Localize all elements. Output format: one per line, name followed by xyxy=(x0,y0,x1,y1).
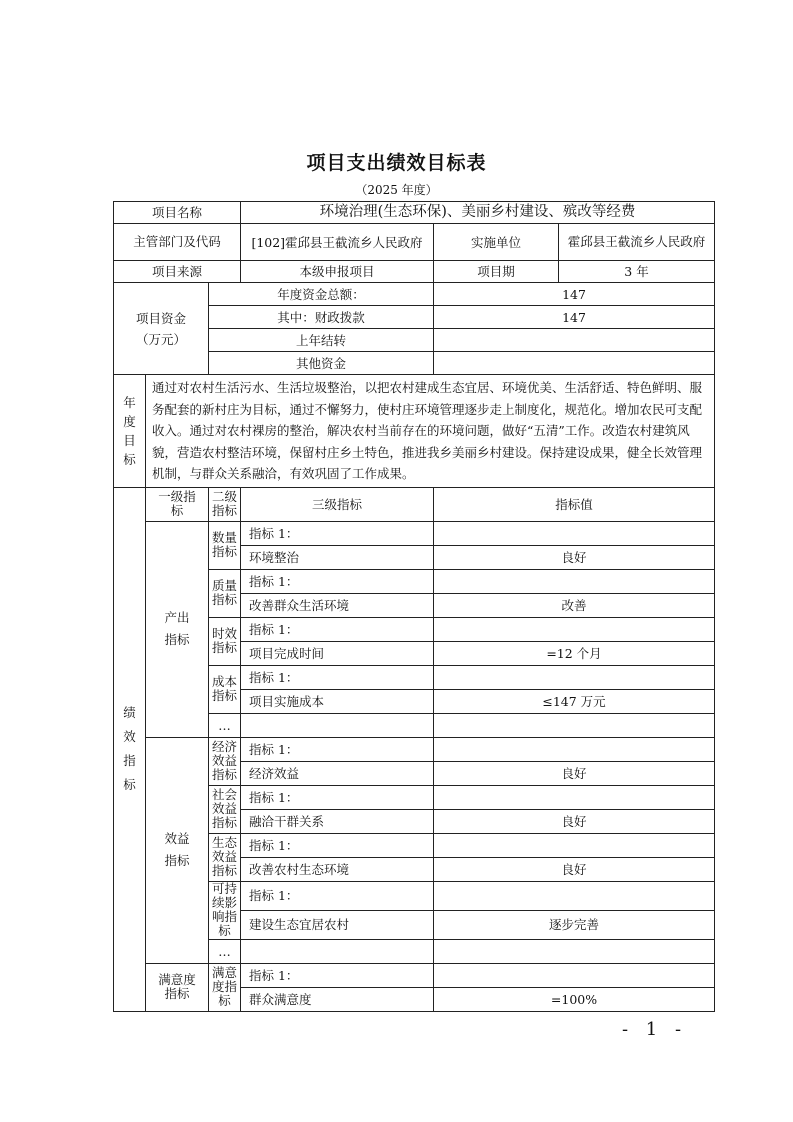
quantity-indicator-item: 环境整治 xyxy=(241,545,434,569)
annual-objective-label: 年度目标 xyxy=(114,375,146,488)
social-indicator-value: 良好 xyxy=(434,809,715,833)
indicator-placeholder: 指标 1： xyxy=(241,785,434,809)
col-level2-header: 二级指标 xyxy=(209,487,241,521)
satisfaction-indicator-value: =100% xyxy=(434,987,715,1011)
benefit-indicators-label: 效益指标 xyxy=(146,737,209,963)
social-indicator-label: 社会效益指标 xyxy=(209,785,241,833)
funds-carryover-value xyxy=(434,329,715,352)
indicator-placeholder: 指标 1： xyxy=(241,881,434,910)
timeliness-indicator-value: =12 个月 xyxy=(434,641,715,665)
year-subtitle: （2025 年度） xyxy=(355,183,438,197)
indicator-placeholder: 指标 1： xyxy=(241,521,434,545)
indicator-placeholder: 指标 1： xyxy=(241,963,434,987)
cost-indicator-item: 项目实施成本 xyxy=(241,689,434,713)
ecological-indicator-item: 改善农村生态环境 xyxy=(241,857,434,881)
output-indicators-label: 产出指标 xyxy=(146,521,209,737)
quantity-indicator-value: 良好 xyxy=(434,545,715,569)
dept-label: 主管部门及代码 xyxy=(114,224,241,261)
project-name-value: 环境治理(生态环保)、美丽乡村建设、殡改等经费 xyxy=(241,202,715,224)
indicator-placeholder: 指标 1： xyxy=(241,737,434,761)
sustainable-indicator-item: 建设生态宜居农村 xyxy=(241,910,434,939)
performance-target-table xyxy=(113,201,715,1012)
cost-indicator-label: 成本指标 xyxy=(209,665,241,713)
sustainable-indicator-label: 可持续影响指标 xyxy=(209,881,241,939)
col-value-header: 指标值 xyxy=(434,487,715,521)
satisfaction-sub-label: 满意度指标 xyxy=(209,963,241,1011)
sustainable-indicator-value: 逐步完善 xyxy=(434,910,715,939)
satisfaction-indicators-label: 满意度指标 xyxy=(146,963,209,1011)
timeliness-indicator-label: 时效指标 xyxy=(209,617,241,665)
funds-fiscal-label: 其中：财政拨款 xyxy=(209,306,434,329)
funds-total-label: 年度资金总额： xyxy=(209,283,434,306)
ecological-indicator-label: 生态效益指标 xyxy=(209,833,241,881)
ellipsis: … xyxy=(209,939,241,963)
economic-indicator-item: 经济效益 xyxy=(241,761,434,785)
timeliness-indicator-item: 项目完成时间 xyxy=(241,641,434,665)
annual-objective-text: 通过对农村生活污水、生活垃圾整治，以把农村建成生态宜居、环境优美、生活舒适、特色鲜明、服务配套的新村庄为目标，通过不懈努力，使村庄环境管理逐步走上制度化，规范化。增加农民可支配收入。通过对农村裸房的整治，解决农村当前存在的环境问题，做好“五清”工作。改造农村建筑风貌，营造农村整洁环境，保留村庄乡土特色，推进我乡美丽乡村建设。保持建设成果，健全长效管理机制，与群众关系融洽，有效巩固了工作成果。 xyxy=(146,375,715,488)
page-number: - 1 - xyxy=(622,1019,688,1040)
indicator-placeholder: 指标 1： xyxy=(241,617,434,641)
col-level1-header: 一级指标 xyxy=(146,487,209,521)
social-indicator-item: 融洽干群关系 xyxy=(241,809,434,833)
funds-carryover-label: 上年结转 xyxy=(209,329,434,352)
col-level3-header: 三级指标 xyxy=(241,487,434,521)
ecological-indicator-value: 良好 xyxy=(434,857,715,881)
indicator-placeholder: 指标 1： xyxy=(241,665,434,689)
quality-indicator-item: 改善群众生活环境 xyxy=(241,593,434,617)
funds-label: 项目资金 （万元） xyxy=(114,283,209,375)
impl-unit-label: 实施单位 xyxy=(434,224,559,261)
source-label: 项目来源 xyxy=(114,261,241,283)
funds-other-value xyxy=(434,352,715,375)
impl-unit-value: 霍邱县王截流乡人民政府 xyxy=(559,224,715,261)
period-value: 3 年 xyxy=(559,261,715,283)
period-label: 项目期 xyxy=(434,261,559,283)
ellipsis: … xyxy=(209,713,241,737)
performance-indicators-label: 绩效指标 xyxy=(114,487,146,1011)
dept-value: [102]霍邱县王截流乡人民政府 xyxy=(241,224,434,261)
funds-other-label: 其他资金 xyxy=(209,352,434,375)
cost-indicator-value: ≤147 万元 xyxy=(434,689,715,713)
quantity-indicator-label: 数量指标 xyxy=(209,521,241,569)
economic-indicator-value: 良好 xyxy=(434,761,715,785)
project-name-label: 项目名称 xyxy=(114,202,241,224)
funds-fiscal-value: 147 xyxy=(434,306,715,329)
indicator-placeholder: 指标 1： xyxy=(241,833,434,857)
funds-total-value: 147 xyxy=(434,283,715,306)
satisfaction-indicator-item: 群众满意度 xyxy=(241,987,434,1011)
source-value: 本级申报项目 xyxy=(241,261,434,283)
quality-indicator-value: 改善 xyxy=(434,593,715,617)
quality-indicator-label: 质量指标 xyxy=(209,569,241,617)
page-title: 项目支出绩效目标表 xyxy=(306,152,487,174)
economic-indicator-label: 经济效益指标 xyxy=(209,737,241,785)
indicator-placeholder: 指标 1： xyxy=(241,569,434,593)
